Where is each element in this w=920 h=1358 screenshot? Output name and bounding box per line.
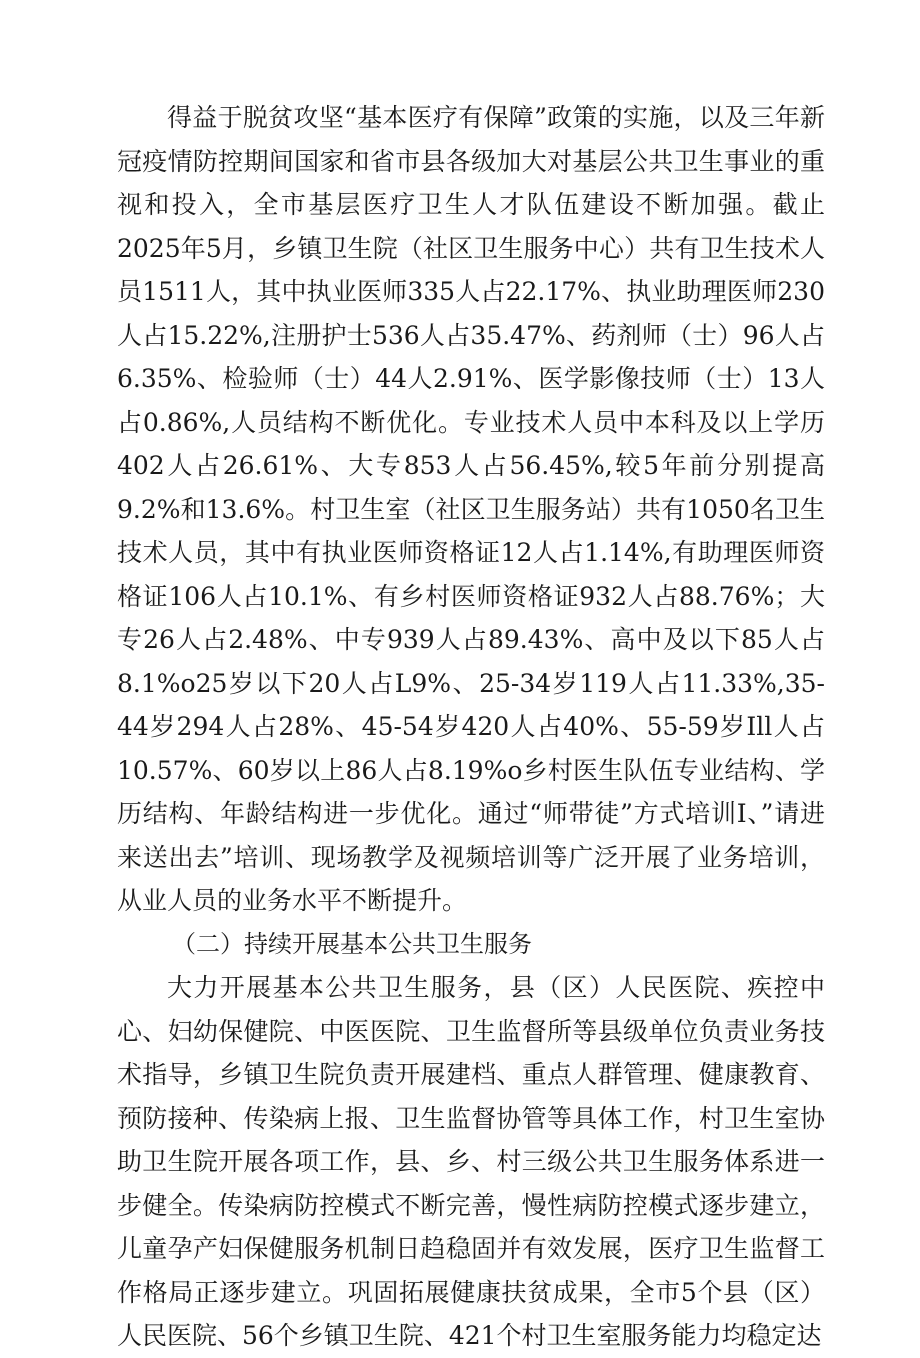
paragraph-public-health: 大力开展基本公共卫生服务，县（区）人民医院、疾控中心、妇幼保健院、中医医院、卫生监督所等县级单位负责业务技术指导，乡镇卫生院负责开展建档、重点人群管理、健康教育、预防接种、传染病上报、卫生监督协管等具体工作，村卫生室协助卫生院开展各项工作，县、乡、村三级公共卫生服务体系进一步健全。传染病防控模式不断完善，慢性病防控模式逐步建立，儿童孕产妇保健服务机制日趋稳固并有效发展，医疗卫生监督工作格局正逐步建立。巩固拓展健康扶贫成果，全市5个县（区）人民医院、56个乡镇卫生院、421个村卫生室服务能力均稳定达 <box>117 973 825 1350</box>
section-heading: （二）持续开展基本公共卫生服务 <box>172 929 532 958</box>
document-body <box>117 96 825 1358</box>
paragraph-workforce: 得益于脱贫攻坚“基本医疗有保障”政策的实施，以及三年新冠疫情防控期间国家和省市县各级加大对基层公共卫生事业的重视和投入，全市基层医疗卫生人才队伍建设不断加强。截止2025年5月，乡镇卫生院（社区卫生服务中心）共有卫生技术人员1511人，其中执业医师335人占22.17%、执业助理医师230人占15.22%,注册护士536人占35.47%、药剂师（士）96人占6.35%、检验师（士）44人2.91%、医学影像技师（士）13人占0.86%,人员结构不断优化。专业技术人员中本科及以上学历402人占26.61%、大专853人占56.45%,较5年前分别提高9.2%和13.6%。村卫生室（社区卫生服务站）共有1050名卫生技术人员，其中有执业医师资格证12人占1.14%,有助理医师资格证106人占10.1%、有乡村医师资格证932人占88.76%；大专26人占2.48%、中专939人占89.43%、高中及以下85人占8.1%o25岁以下20人占L9%、25-34岁119人占11.33%,35-44岁294人占28%、45-54岁420人占40%、55-59岁Ill人占10.57%、60岁以上86人占8.19%o乡村医生队伍专业结构、学历结构、年龄结构进一步优化。通过“师带徒”方式培训I、”请进来送出去”培训、现场教学及视频培训等广泛开展了业务培训，从业人员的业务水平不断提升。 <box>117 103 825 915</box>
